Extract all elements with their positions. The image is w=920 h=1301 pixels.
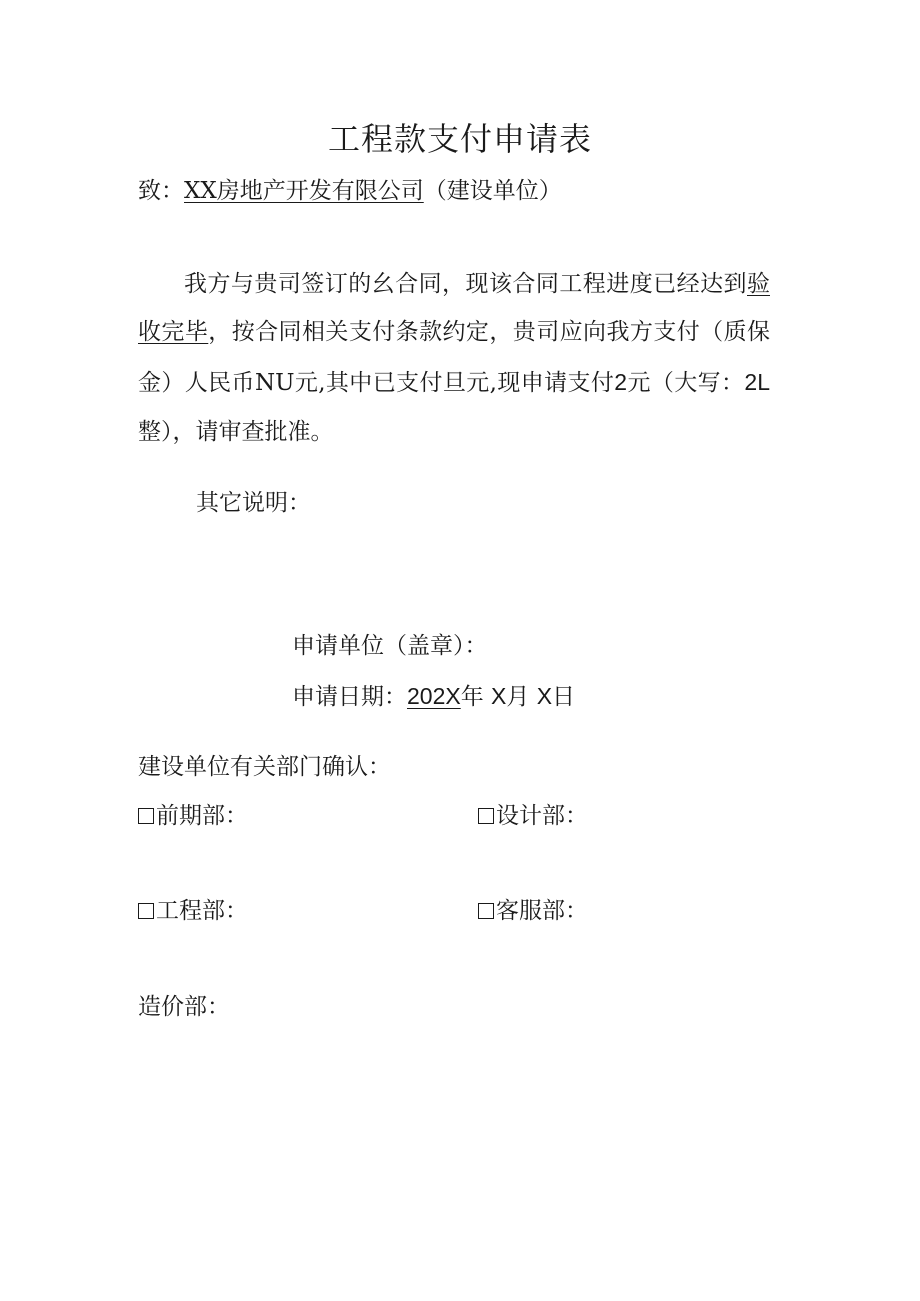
date-month: X	[491, 683, 507, 709]
confirmation-heading: 建设单位有关部门确认：	[138, 754, 391, 780]
paragraph-text: ，按合同相关支付条款约定，贵司应向我方支付（质保	[208, 319, 771, 345]
checkbox-icon[interactable]	[478, 808, 494, 824]
progress-status-end: 收完毕	[138, 319, 209, 345]
cost-department-label: 造价部：	[138, 994, 230, 1020]
date-year-suffix: 年	[460, 684, 484, 710]
department-label: 客服部：	[496, 898, 588, 924]
paragraph-text: 整），请审查批准。	[138, 419, 334, 445]
recipient-line	[138, 176, 562, 206]
application-date-line	[292, 681, 575, 712]
department-item-design	[478, 801, 588, 831]
application-date-label: 申请日期：	[292, 684, 407, 710]
department-item-engineering	[138, 896, 248, 926]
paragraph-line-1	[184, 269, 770, 299]
paragraph-text: 我方与贵司签订的幺合同，现该合同工程进度已经达到	[184, 271, 747, 297]
paragraph-text: 金）人民币NU元,其中已支付旦元,现申请支付	[138, 370, 615, 396]
requested-amount: 2	[614, 369, 628, 395]
date-year: 202X	[407, 683, 461, 709]
date-day-suffix: 日	[552, 684, 576, 710]
paragraph-text: 元（大写：	[627, 370, 745, 396]
department-label: 前期部：	[156, 803, 248, 829]
paragraph-line-3	[138, 367, 770, 398]
date-day: X	[536, 683, 553, 709]
checkbox-icon[interactable]	[138, 808, 154, 824]
checkbox-icon[interactable]	[478, 903, 494, 919]
recipient-prefix: 致：	[138, 178, 184, 204]
applicant-unit-label: 申请单位（盖章）：	[292, 633, 488, 659]
paragraph-line-4	[138, 417, 770, 447]
other-notes-label: 其它说明：	[196, 490, 311, 516]
department-item-preliminary	[138, 801, 248, 831]
department-item-customer-service	[478, 896, 588, 926]
department-label: 设计部：	[496, 803, 588, 829]
recipient-name: XX房地产开发有限公司	[184, 178, 424, 204]
date-month-suffix: 月	[506, 684, 530, 710]
amount-in-words: 2L	[744, 369, 770, 395]
page-title: 工程款支付申请表	[327, 120, 592, 158]
recipient-suffix: （建设单位）	[423, 178, 562, 204]
checkbox-icon[interactable]	[138, 903, 154, 919]
paragraph-line-2	[138, 317, 770, 347]
progress-status-start: 验	[747, 271, 770, 297]
department-label: 工程部：	[156, 898, 248, 924]
